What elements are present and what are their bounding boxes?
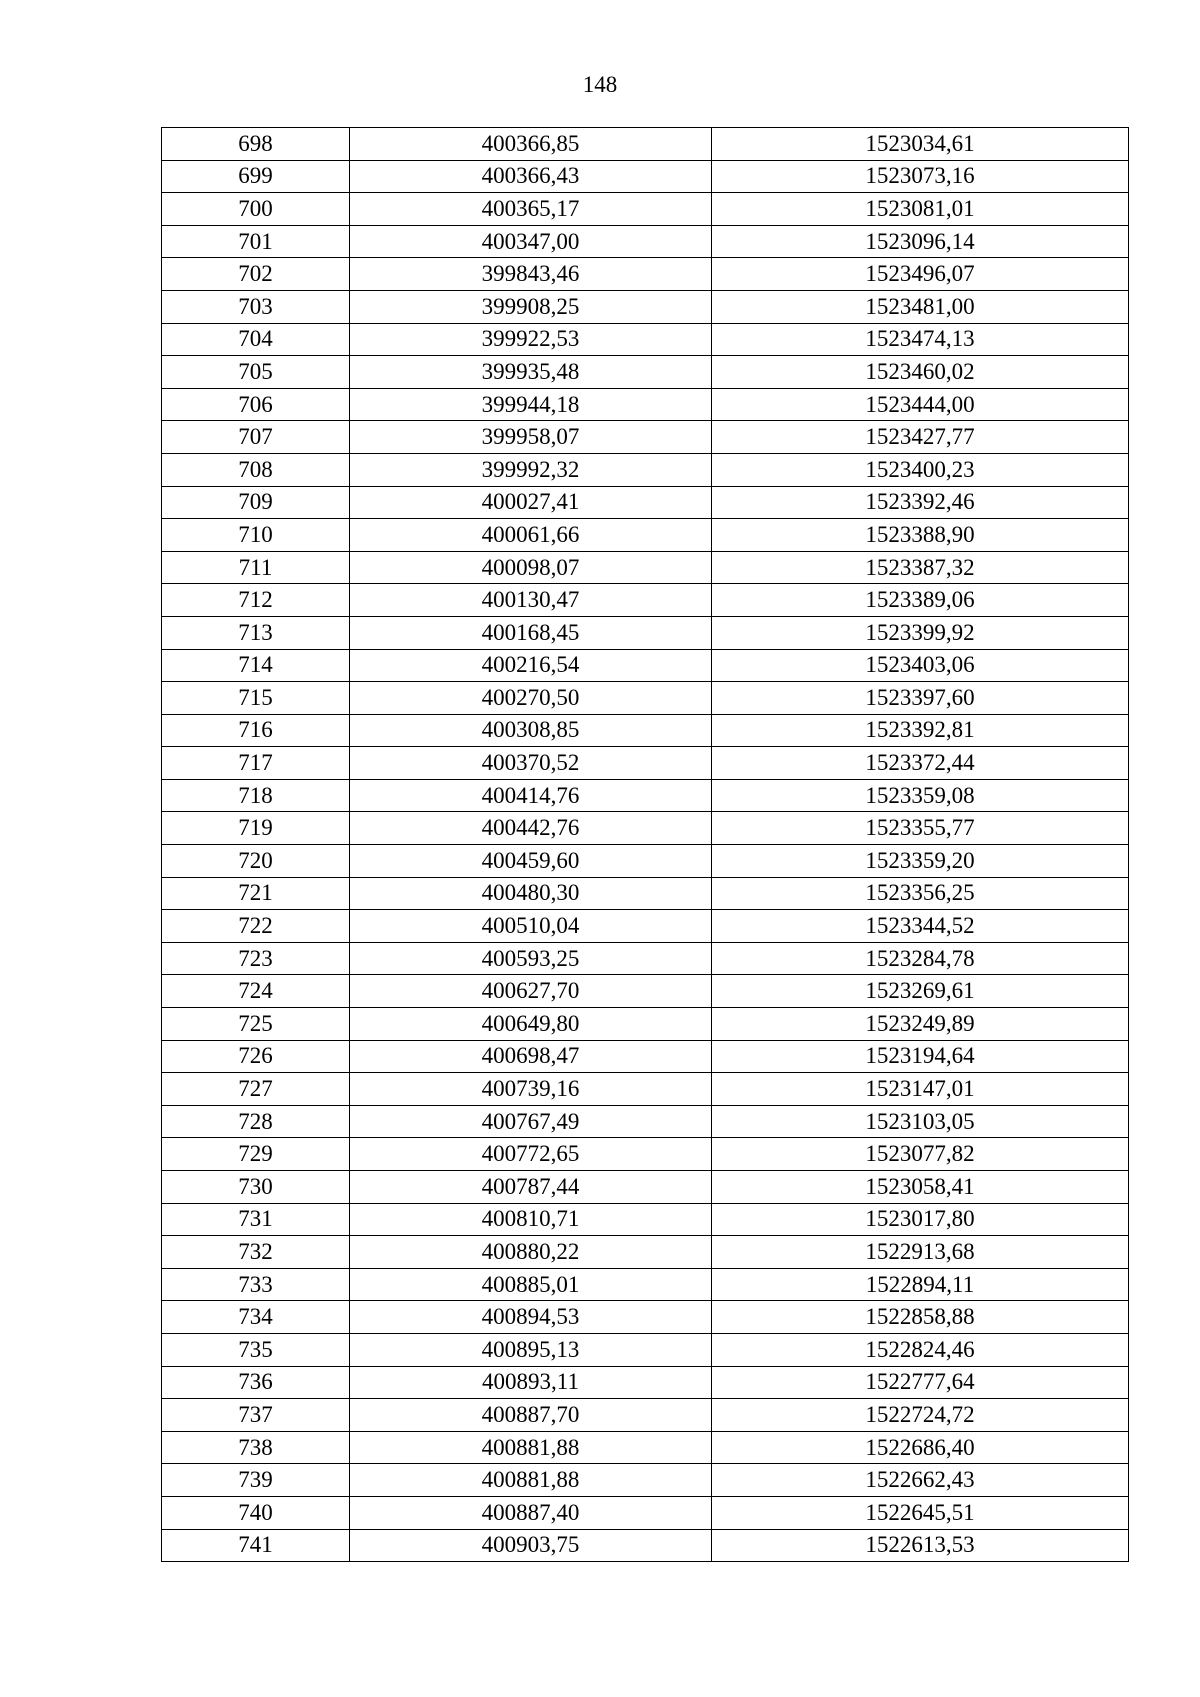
table-row (162, 1236, 1129, 1269)
x-coordinate-cell: 400593,25 (350, 942, 712, 975)
x-coordinate-cell: 400442,76 (350, 812, 712, 845)
x-coordinate-cell: 400649,80 (350, 1008, 712, 1041)
table-row (162, 486, 1129, 519)
page-number: 148 (582, 72, 618, 97)
x-coordinate-cell: 400027,41 (350, 486, 712, 519)
point-number-cell: 730 (162, 1171, 350, 1204)
y-coordinate-cell: 1522824,46 (712, 1333, 1129, 1366)
table-row (162, 812, 1129, 845)
y-coordinate-cell: 1523355,77 (712, 812, 1129, 845)
point-number-cell: 710 (162, 519, 350, 552)
point-number-cell: 726 (162, 1040, 350, 1073)
point-number-cell: 714 (162, 649, 350, 682)
point-number-cell: 728 (162, 1105, 350, 1138)
y-coordinate-cell: 1523496,07 (712, 258, 1129, 291)
point-number-cell: 700 (162, 193, 350, 226)
point-number-cell: 715 (162, 682, 350, 715)
y-coordinate-cell: 1523096,14 (712, 225, 1129, 258)
x-coordinate-cell: 400698,47 (350, 1040, 712, 1073)
table-row (162, 128, 1129, 161)
x-coordinate-cell: 399922,53 (350, 323, 712, 356)
y-coordinate-cell: 1523444,00 (712, 388, 1129, 421)
coordinates-table-body (162, 128, 1129, 1562)
table-row (162, 519, 1129, 552)
table-row (162, 877, 1129, 910)
x-coordinate-cell: 399992,32 (350, 453, 712, 486)
point-number-cell: 717 (162, 747, 350, 780)
y-coordinate-cell: 1522724,72 (712, 1399, 1129, 1432)
x-coordinate-cell: 400810,71 (350, 1203, 712, 1236)
table-row (162, 1105, 1129, 1138)
y-coordinate-cell: 1523194,64 (712, 1040, 1129, 1073)
table-row (162, 682, 1129, 715)
y-coordinate-cell: 1523460,02 (712, 356, 1129, 389)
y-coordinate-cell: 1523344,52 (712, 910, 1129, 943)
point-number-cell: 716 (162, 714, 350, 747)
point-number-cell: 725 (162, 1008, 350, 1041)
table-row (162, 551, 1129, 584)
point-number-cell: 732 (162, 1236, 350, 1269)
table-row (162, 1366, 1129, 1399)
y-coordinate-cell: 1523284,78 (712, 942, 1129, 975)
table-row (162, 388, 1129, 421)
table-row (162, 1399, 1129, 1432)
table-row (162, 975, 1129, 1008)
x-coordinate-cell: 399843,46 (350, 258, 712, 291)
point-number-cell: 719 (162, 812, 350, 845)
x-coordinate-cell: 400480,30 (350, 877, 712, 910)
y-coordinate-cell: 1523372,44 (712, 747, 1129, 780)
table-row (162, 356, 1129, 389)
x-coordinate-cell: 400414,76 (350, 779, 712, 812)
table-row (162, 1464, 1129, 1497)
table-row (162, 453, 1129, 486)
y-coordinate-cell: 1523359,20 (712, 845, 1129, 878)
point-number-cell: 708 (162, 453, 350, 486)
point-number-cell: 712 (162, 584, 350, 617)
y-coordinate-cell: 1523359,08 (712, 779, 1129, 812)
y-coordinate-cell: 1523058,41 (712, 1171, 1129, 1204)
point-number-cell: 740 (162, 1496, 350, 1529)
x-coordinate-cell: 399958,07 (350, 421, 712, 454)
point-number-cell: 735 (162, 1333, 350, 1366)
point-number-cell: 709 (162, 486, 350, 519)
table-row (162, 1268, 1129, 1301)
y-coordinate-cell: 1522777,64 (712, 1366, 1129, 1399)
y-coordinate-cell: 1523077,82 (712, 1138, 1129, 1171)
point-number-cell: 718 (162, 779, 350, 812)
x-coordinate-cell: 400739,16 (350, 1073, 712, 1106)
y-coordinate-cell: 1523081,01 (712, 193, 1129, 226)
y-coordinate-cell: 1523481,00 (712, 290, 1129, 323)
table-row (162, 290, 1129, 323)
y-coordinate-cell: 1523103,05 (712, 1105, 1129, 1138)
x-coordinate-cell: 400347,00 (350, 225, 712, 258)
x-coordinate-cell: 400880,22 (350, 1236, 712, 1269)
point-number-cell: 738 (162, 1431, 350, 1464)
table-row (162, 747, 1129, 780)
y-coordinate-cell: 1523474,13 (712, 323, 1129, 356)
point-number-cell: 734 (162, 1301, 350, 1334)
x-coordinate-cell: 400308,85 (350, 714, 712, 747)
x-coordinate-cell: 400216,54 (350, 649, 712, 682)
y-coordinate-cell: 1523017,80 (712, 1203, 1129, 1236)
y-coordinate-cell: 1523147,01 (712, 1073, 1129, 1106)
y-coordinate-cell: 1522613,53 (712, 1529, 1129, 1562)
table-row (162, 1008, 1129, 1041)
x-coordinate-cell: 400895,13 (350, 1333, 712, 1366)
x-coordinate-cell: 400098,07 (350, 551, 712, 584)
x-coordinate-cell: 399944,18 (350, 388, 712, 421)
x-coordinate-cell: 400894,53 (350, 1301, 712, 1334)
point-number-cell: 706 (162, 388, 350, 421)
x-coordinate-cell: 400903,75 (350, 1529, 712, 1562)
x-coordinate-cell: 400887,70 (350, 1399, 712, 1432)
x-coordinate-cell: 400370,52 (350, 747, 712, 780)
point-number-cell: 737 (162, 1399, 350, 1432)
point-number-cell: 705 (162, 356, 350, 389)
y-coordinate-cell: 1523034,61 (712, 128, 1129, 161)
table-row (162, 323, 1129, 356)
table-row (162, 1431, 1129, 1464)
x-coordinate-cell: 400627,70 (350, 975, 712, 1008)
x-coordinate-cell: 400270,50 (350, 682, 712, 715)
y-coordinate-cell: 1523400,23 (712, 453, 1129, 486)
point-number-cell: 733 (162, 1268, 350, 1301)
table-row (162, 421, 1129, 454)
table-row (162, 1529, 1129, 1562)
x-coordinate-cell: 400168,45 (350, 616, 712, 649)
table-row (162, 1301, 1129, 1334)
x-coordinate-cell: 400366,43 (350, 160, 712, 193)
y-coordinate-cell: 1523399,92 (712, 616, 1129, 649)
point-number-cell: 702 (162, 258, 350, 291)
table-row (162, 942, 1129, 975)
table-row (162, 714, 1129, 747)
point-number-cell: 701 (162, 225, 350, 258)
y-coordinate-cell: 1522913,68 (712, 1236, 1129, 1269)
y-coordinate-cell: 1523397,60 (712, 682, 1129, 715)
y-coordinate-cell: 1523392,46 (712, 486, 1129, 519)
x-coordinate-cell: 399935,48 (350, 356, 712, 389)
table-row (162, 1171, 1129, 1204)
x-coordinate-cell: 400459,60 (350, 845, 712, 878)
table-row (162, 616, 1129, 649)
point-number-cell: 699 (162, 160, 350, 193)
point-number-cell: 698 (162, 128, 350, 161)
table-row (162, 193, 1129, 226)
point-number-cell: 729 (162, 1138, 350, 1171)
point-number-cell: 727 (162, 1073, 350, 1106)
x-coordinate-cell: 400365,17 (350, 193, 712, 226)
table-row (162, 584, 1129, 617)
table-row (162, 845, 1129, 878)
point-number-cell: 722 (162, 910, 350, 943)
x-coordinate-cell: 400130,47 (350, 584, 712, 617)
point-number-cell: 703 (162, 290, 350, 323)
y-coordinate-cell: 1522858,88 (712, 1301, 1129, 1334)
y-coordinate-cell: 1523427,77 (712, 421, 1129, 454)
point-number-cell: 724 (162, 975, 350, 1008)
point-number-cell: 736 (162, 1366, 350, 1399)
table-row (162, 258, 1129, 291)
x-coordinate-cell: 400881,88 (350, 1464, 712, 1497)
coordinates-table (161, 127, 1129, 1562)
y-coordinate-cell: 1522662,43 (712, 1464, 1129, 1497)
y-coordinate-cell: 1522645,51 (712, 1496, 1129, 1529)
x-coordinate-cell: 400061,66 (350, 519, 712, 552)
table-row (162, 1496, 1129, 1529)
x-coordinate-cell: 400767,49 (350, 1105, 712, 1138)
y-coordinate-cell: 1523356,25 (712, 877, 1129, 910)
y-coordinate-cell: 1523392,81 (712, 714, 1129, 747)
x-coordinate-cell: 400881,88 (350, 1431, 712, 1464)
x-coordinate-cell: 399908,25 (350, 290, 712, 323)
table-row (162, 225, 1129, 258)
y-coordinate-cell: 1523403,06 (712, 649, 1129, 682)
x-coordinate-cell: 400885,01 (350, 1268, 712, 1301)
point-number-cell: 720 (162, 845, 350, 878)
y-coordinate-cell: 1522894,11 (712, 1268, 1129, 1301)
table-row (162, 160, 1129, 193)
y-coordinate-cell: 1523389,06 (712, 584, 1129, 617)
table-row (162, 649, 1129, 682)
y-coordinate-cell: 1523249,89 (712, 1008, 1129, 1041)
table-row (162, 910, 1129, 943)
point-number-cell: 731 (162, 1203, 350, 1236)
point-number-cell: 721 (162, 877, 350, 910)
table-row (162, 1333, 1129, 1366)
table-row (162, 1203, 1129, 1236)
x-coordinate-cell: 400510,04 (350, 910, 712, 943)
table-row (162, 1040, 1129, 1073)
y-coordinate-cell: 1523387,32 (712, 551, 1129, 584)
point-number-cell: 707 (162, 421, 350, 454)
table-row (162, 779, 1129, 812)
y-coordinate-cell: 1523073,16 (712, 160, 1129, 193)
x-coordinate-cell: 400772,65 (350, 1138, 712, 1171)
x-coordinate-cell: 400366,85 (350, 128, 712, 161)
point-number-cell: 711 (162, 551, 350, 584)
x-coordinate-cell: 400887,40 (350, 1496, 712, 1529)
y-coordinate-cell: 1523388,90 (712, 519, 1129, 552)
x-coordinate-cell: 400893,11 (350, 1366, 712, 1399)
table-row (162, 1138, 1129, 1171)
point-number-cell: 741 (162, 1529, 350, 1562)
point-number-cell: 739 (162, 1464, 350, 1497)
table-row (162, 1073, 1129, 1106)
y-coordinate-cell: 1523269,61 (712, 975, 1129, 1008)
point-number-cell: 723 (162, 942, 350, 975)
point-number-cell: 713 (162, 616, 350, 649)
y-coordinate-cell: 1522686,40 (712, 1431, 1129, 1464)
point-number-cell: 704 (162, 323, 350, 356)
x-coordinate-cell: 400787,44 (350, 1171, 712, 1204)
